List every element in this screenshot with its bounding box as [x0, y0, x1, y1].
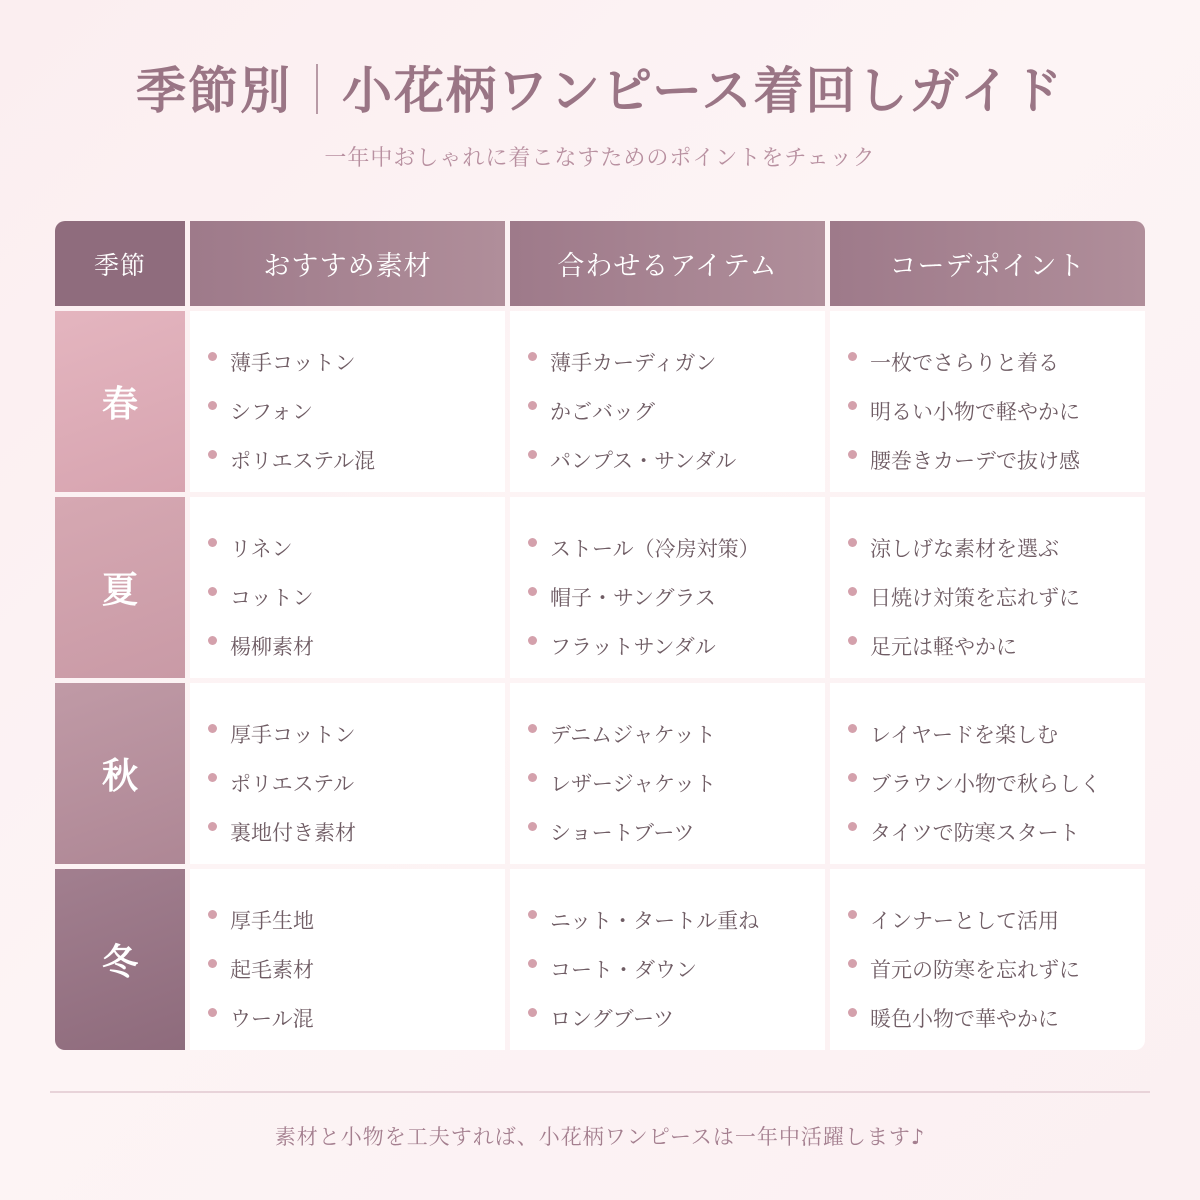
- spring-materials-cell: [190, 311, 505, 492]
- bullet-icon: [848, 538, 857, 547]
- list-item: ウール混: [208, 995, 505, 1044]
- list-item: ポリエステル: [208, 760, 505, 809]
- winter-points-cell: [830, 869, 1145, 1050]
- bullet-icon: [208, 724, 217, 733]
- list-item: タイツで防寒スタート: [848, 809, 1145, 858]
- spring-items-cell: [510, 311, 825, 492]
- list-item: かごバッグ: [528, 388, 825, 437]
- bullet-icon: [528, 724, 537, 733]
- spring-points-cell: [830, 311, 1145, 492]
- bullet-icon: [208, 538, 217, 547]
- list-item: 裏地付き素材: [208, 809, 505, 858]
- bullet-icon: [528, 538, 537, 547]
- bullet-icon: [528, 959, 537, 968]
- bullet-icon: [528, 1008, 537, 1017]
- list-item: 薄手カーディガン: [528, 339, 825, 388]
- summer-materials-cell: [190, 497, 505, 678]
- bullet-icon: [208, 450, 217, 459]
- season-label-winter: 冬: [55, 869, 185, 1050]
- bullet-icon: [848, 910, 857, 919]
- summer-items-cell: [510, 497, 825, 678]
- list-item: 楊柳素材: [208, 623, 505, 672]
- bullet-icon: [848, 1008, 857, 1017]
- list-item: デニムジャケット: [528, 711, 825, 760]
- footer-note: 素材と小物を工夫すれば、小花柄ワンピースは一年中活躍します♪: [274, 1125, 926, 1149]
- list-item: フラットサンダル: [528, 623, 825, 672]
- list-item: インナーとして活用: [848, 897, 1145, 946]
- list-item: 一枚でさらりと着る: [848, 339, 1145, 388]
- season-label-spring: 春: [55, 311, 185, 492]
- header-items: 合わせるアイテム: [510, 221, 825, 306]
- bullet-icon: [208, 910, 217, 919]
- bullet-icon: [848, 352, 857, 361]
- bullet-icon: [848, 636, 857, 645]
- page-title-main: 小花柄ワンピース着回しガイド: [342, 62, 1064, 120]
- footer-divider: [50, 1091, 1150, 1093]
- bullet-icon: [528, 910, 537, 919]
- bullet-icon: [848, 959, 857, 968]
- bullet-icon: [528, 587, 537, 596]
- list-item: 起毛素材: [208, 946, 505, 995]
- list-item: 明るい小物で軽やかに: [848, 388, 1145, 437]
- list-item: 厚手生地: [208, 897, 505, 946]
- list-item: コットン: [208, 574, 505, 623]
- winter-items-cell: [510, 869, 825, 1050]
- bullet-icon: [528, 773, 537, 782]
- bullet-icon: [208, 959, 217, 968]
- bullet-icon: [528, 450, 537, 459]
- list-item: 涼しげな素材を選ぶ: [848, 525, 1145, 574]
- list-item: 首元の防寒を忘れずに: [848, 946, 1145, 995]
- season-guide-table: [55, 221, 1145, 1051]
- list-item: 腰巻きカーデで抜け感: [848, 437, 1145, 486]
- list-item: レイヤードを楽しむ: [848, 711, 1145, 760]
- bullet-icon: [848, 822, 857, 831]
- page-subtitle: 一年中おしゃれに着こなすためのポイントをチェック: [324, 146, 876, 171]
- list-item: 帽子・サングラス: [528, 574, 825, 623]
- bullet-icon: [208, 1008, 217, 1017]
- bullet-icon: [528, 352, 537, 361]
- bullet-icon: [848, 587, 857, 596]
- list-item: 厚手コットン: [208, 711, 505, 760]
- bullet-icon: [848, 724, 857, 733]
- bullet-icon: [848, 450, 857, 459]
- list-item: 薄手コットン: [208, 339, 505, 388]
- list-item: ストール（冷房対策）: [528, 525, 825, 574]
- header-season: 季節: [55, 221, 185, 306]
- winter-materials-cell: [190, 869, 505, 1050]
- header-points: コーデポイント: [830, 221, 1145, 306]
- list-item: ロングブーツ: [528, 995, 825, 1044]
- bullet-icon: [208, 352, 217, 361]
- list-item: パンプス・サンダル: [528, 437, 825, 486]
- bullet-icon: [528, 636, 537, 645]
- list-item: シフォン: [208, 388, 505, 437]
- bullet-icon: [848, 401, 857, 410]
- header-materials: おすすめ素材: [190, 221, 505, 306]
- list-item: ブラウン小物で秋らしく: [848, 760, 1145, 809]
- list-item: レザージャケット: [528, 760, 825, 809]
- bullet-icon: [208, 587, 217, 596]
- bullet-icon: [208, 636, 217, 645]
- bullet-icon: [528, 822, 537, 831]
- bullet-icon: [208, 822, 217, 831]
- season-label-autumn: 秋: [55, 683, 185, 864]
- list-item: ポリエステル混: [208, 437, 505, 486]
- bullet-icon: [848, 773, 857, 782]
- season-label-summer: 夏: [55, 497, 185, 678]
- autumn-points-cell: [830, 683, 1145, 864]
- list-item: 暖色小物で華やかに: [848, 995, 1145, 1044]
- title-separator: [316, 64, 318, 114]
- list-item: ショートブーツ: [528, 809, 825, 858]
- list-item: 日焼け対策を忘れずに: [848, 574, 1145, 623]
- bullet-icon: [208, 401, 217, 410]
- summer-points-cell: [830, 497, 1145, 678]
- list-item: コート・ダウン: [528, 946, 825, 995]
- bullet-icon: [528, 401, 537, 410]
- bullet-icon: [208, 773, 217, 782]
- autumn-materials-cell: [190, 683, 505, 864]
- list-item: ニット・タートル重ね: [528, 897, 825, 946]
- list-item: リネン: [208, 525, 505, 574]
- list-item: 足元は軽やかに: [848, 623, 1145, 672]
- autumn-items-cell: [510, 683, 825, 864]
- page-title: [0, 56, 1200, 126]
- page-title-prefix: 季節別: [136, 62, 292, 120]
